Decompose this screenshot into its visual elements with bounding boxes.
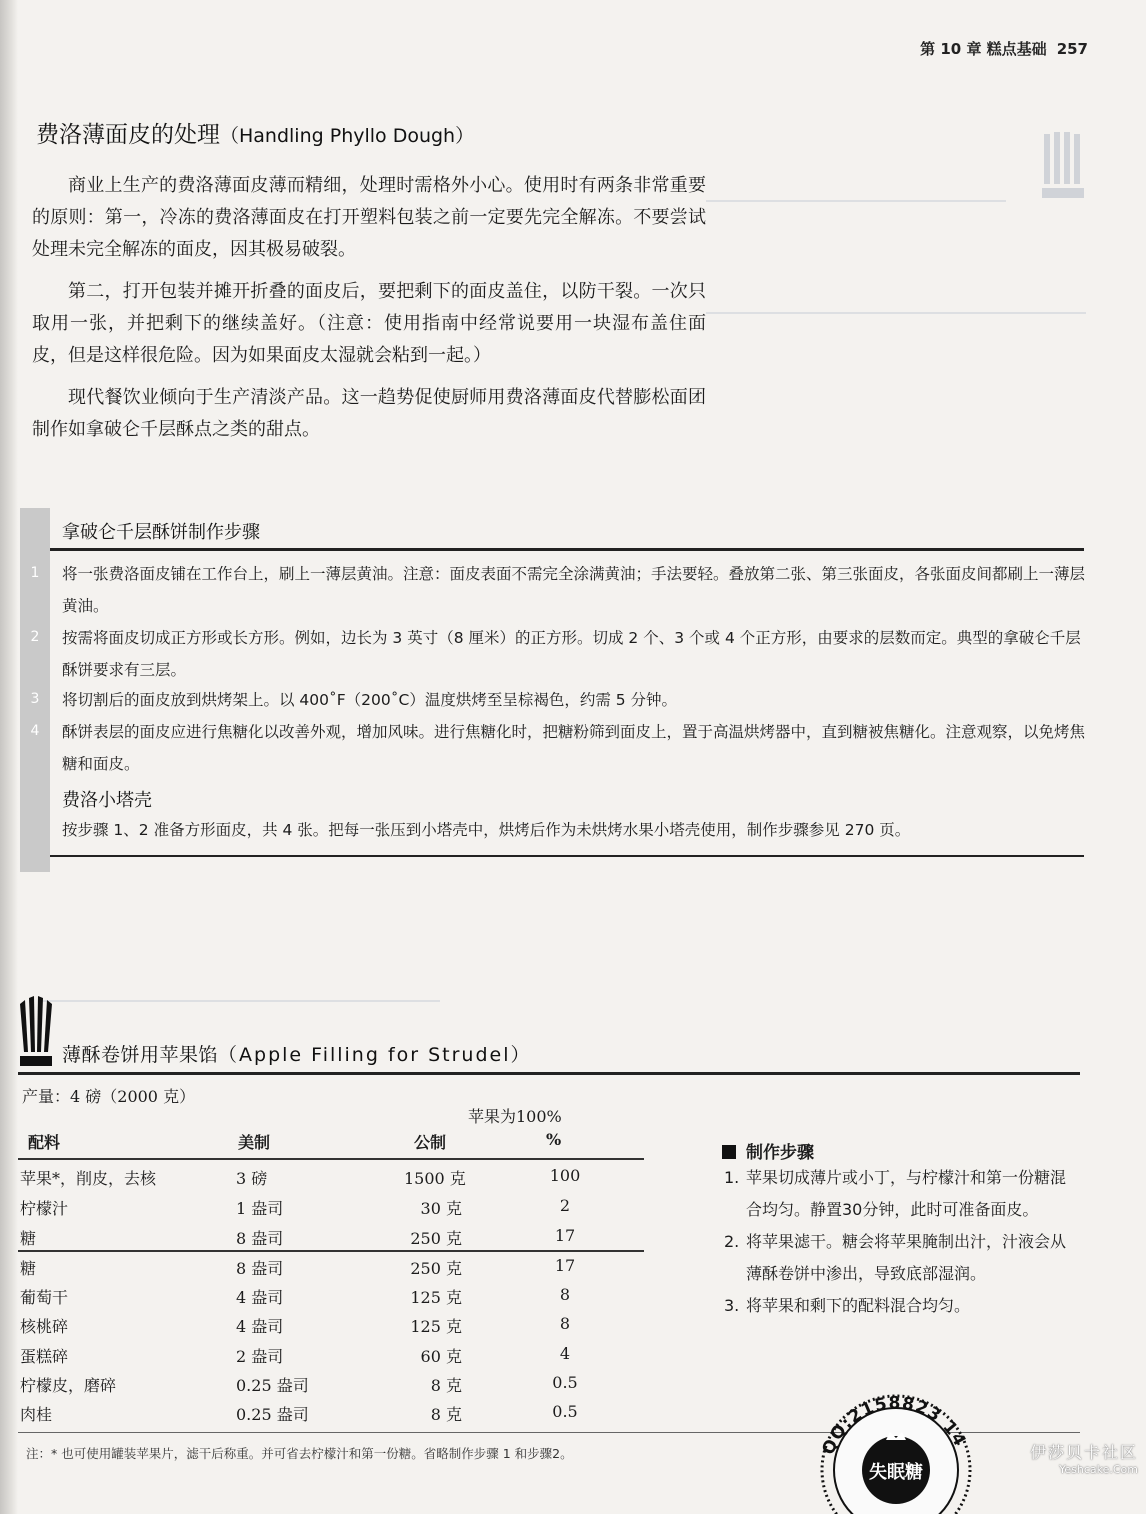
seal-stamp	[786, 1388, 1006, 1514]
ingredient-metric: 250 克	[410, 1259, 462, 1278]
percent-basis-note: 苹果为100%	[468, 1107, 562, 1126]
ingredient-percent: 17	[554, 1256, 576, 1275]
page-number: 257	[1056, 40, 1088, 58]
step-number: 2.	[724, 1232, 740, 1251]
step-number: 3.	[724, 1296, 740, 1315]
procedure-box	[20, 508, 1084, 872]
ghost-rule	[40, 1000, 440, 1002]
ingredient-percent: 8	[559, 1314, 571, 1333]
ingredient-us: 1 盎司	[236, 1199, 284, 1218]
ingredient-name: 葡萄干	[20, 1288, 69, 1307]
table-rule	[18, 1158, 644, 1160]
ingredient-metric: 125 克	[410, 1288, 462, 1307]
ingredient-name: 糖	[20, 1259, 37, 1278]
ingredient-metric: 8 克	[430, 1405, 462, 1424]
section-title	[36, 116, 474, 149]
ingredient-name: 蛋糕碎	[20, 1347, 69, 1366]
ingredient-percent: 8	[559, 1285, 571, 1304]
recipe-title-en: （Apple Filling for Strudel）	[218, 1044, 532, 1066]
ingredient-percent: 4	[559, 1344, 571, 1363]
step-number: 2	[30, 629, 40, 645]
recipe-rule	[18, 1072, 1080, 1075]
column-header-ingredient: 配料	[28, 1133, 61, 1152]
step-text: 苹果切成薄片或小丁，与柠檬汁和第一份糖混合均匀。静置30分钟，此时可准备面皮。	[746, 1168, 1067, 1219]
paragraph: 现代餐饮业倾向于生产清淡产品。这一趋势促使厨师用费洛薄面皮代替膨松面团制作如拿破仑千层酥点之类的甜点。	[32, 387, 706, 440]
procedure-step: 酥饼表层的面皮应进行焦糖化以改善外观，增加风味。进行焦糖化时，把糖粉筛到面皮上，置于高温烘烤器中，直到糖被焦糖化。注意观察，以免烤焦糖和面皮。	[62, 723, 1086, 773]
step-text: 将苹果和剩下的配料混合均匀。	[746, 1296, 971, 1315]
ingredient-name: 柠檬汁	[20, 1199, 69, 1218]
ingredient-us: 4 盎司	[236, 1317, 284, 1336]
step-text: 将苹果滤干。糖会将苹果腌制出汁，汁液会从薄酥卷饼中渗出，导致底部湿润。	[746, 1232, 1067, 1283]
recipe-yield: 产量：4 磅（2000 克）	[22, 1087, 196, 1106]
steps-heading-label: 制作步骤	[746, 1143, 814, 1163]
ingredient-name: 苹果*，削皮，去核	[20, 1169, 157, 1188]
ingredient-percent: 0.5	[552, 1402, 578, 1421]
steps-heading	[722, 1138, 814, 1163]
chapter-label: 第 10 章 糕点基础	[920, 40, 1047, 58]
subsection-title: 费洛小塔壳	[62, 790, 152, 811]
procedure-title: 拿破仑千层酥饼制作步骤	[62, 522, 260, 543]
recipe-title	[62, 1040, 532, 1067]
ingredient-us: 4 盎司	[236, 1288, 284, 1307]
column-header-metric: 公制	[414, 1133, 447, 1152]
section-title-en: （Handling Phyllo Dough）	[220, 125, 475, 147]
step-number: 3	[30, 691, 40, 707]
ingredient-us: 0.25 盎司	[236, 1376, 309, 1395]
paragraph: 商业上生产的费洛薄面皮薄而精细，处理时需格外小心。使用时有两条非常重要的原则：第一，冷冻的费洛薄面皮在打开塑料包装之前一定要先完全解冻。不要尝试处理未完全解冻的面皮，因其极易破裂。	[32, 175, 706, 260]
recipe-title-cn: 薄酥卷饼用苹果馅	[62, 1044, 219, 1066]
ingredient-metric: 250 克	[410, 1229, 462, 1248]
ingredient-metric: 8 克	[430, 1376, 462, 1395]
paragraph: 第二，打开包装并摊开折叠的面皮后，要把剩下的面皮盖住，以防干裂。一次只取用一张，并把剩下的继续盖好。（注意：使用指南中经常说要用一块湿布盖住面皮，但是这样很危险。因为如果面皮太湿就会粘到一起。）	[32, 281, 706, 366]
table-rule	[18, 1250, 644, 1252]
ingredient-name: 核桃碎	[20, 1317, 69, 1336]
step-number: 1	[30, 565, 40, 581]
stamp-ring-text: QQ:2158823 14	[818, 1393, 970, 1458]
column-header-percent: %	[546, 1130, 562, 1149]
ghost-rule	[706, 312, 1086, 314]
recipe-footnote: 注：* 也可使用罐装苹果片，滤干后称重。并可省去柠檬汁和第一份糖。省略制作步骤 1 和步骤2。	[26, 1446, 573, 1461]
ingredient-name: 肉桂	[20, 1405, 53, 1424]
section-body	[32, 170, 706, 456]
ingredient-metric: 1500 克	[404, 1169, 466, 1188]
procedure-step: 将一张费洛面皮铺在工作台上，刷上一薄层黄油。注意：面皮表面不需完全涂满黄油；手法要轻。叠放第二张、第三张面皮，各张面皮间都刷上一薄层黄油。	[62, 565, 1086, 615]
procedure-rule	[50, 548, 1084, 551]
ingredient-percent: 2	[559, 1196, 571, 1215]
running-head	[920, 38, 1088, 59]
ingredient-percent: 0.5	[552, 1373, 578, 1392]
step-number: 4	[30, 723, 40, 739]
ghost-rule	[706, 200, 1006, 202]
ingredient-us: 2 盎司	[236, 1347, 284, 1366]
step-number: 1.	[724, 1168, 740, 1187]
ingredient-us: 3 磅	[236, 1169, 268, 1188]
stamp-center-text: 失眠糖	[869, 1462, 923, 1483]
chef-hat-icon	[16, 996, 56, 1070]
watermark-site-name: 伊莎贝卡社区	[1029, 1443, 1138, 1462]
procedure-sidebar	[20, 508, 50, 872]
ingredient-metric: 30 克	[420, 1199, 462, 1218]
recipe-step	[724, 1162, 1084, 1226]
ingredient-name: 柠檬皮，磨碎	[20, 1376, 117, 1395]
ingredient-us: 0.25 盎司	[236, 1405, 309, 1424]
ingredient-us: 8 盎司	[236, 1259, 284, 1278]
subsection-text: 按步骤 1、2 准备方形面皮，共 4 张。把每一张压到小塔壳中，烘烤后作为未烘烤水果小塔壳使用，制作步骤参见 270 页。	[62, 821, 911, 839]
ingredient-percent: 17	[554, 1226, 576, 1245]
site-watermark	[1030, 1440, 1138, 1476]
ingredient-us: 8 盎司	[236, 1229, 284, 1248]
procedure-step: 将切割后的面皮放到烘烤架上。以 400˚F（200˚C）温度烘烤至呈棕褐色，约需 5 分钟。	[62, 691, 678, 709]
recipe-step	[724, 1290, 1084, 1322]
square-bullet-icon	[722, 1145, 736, 1159]
column-header-us: 美制	[238, 1133, 271, 1152]
watermark-site-url: Yeshcake.Com	[1059, 1463, 1138, 1476]
procedure-step: 按需将面皮切成正方形或长方形。例如，边长为 3 英寸（8 厘米）的正方形。切成 2 个、3 个或 4 个正方形，由要求的层数而定。典型的拿破仑千层酥饼要求有三层。	[62, 629, 1081, 679]
procedure-rule-bottom	[50, 855, 1084, 857]
ingredient-percent: 100	[549, 1166, 581, 1185]
page-edge-shadow	[0, 0, 18, 1514]
chef-hat-icon	[1040, 132, 1086, 202]
recipe-step	[724, 1226, 1084, 1290]
ingredient-metric: 60 克	[420, 1347, 462, 1366]
ingredient-name: 糖	[20, 1229, 37, 1248]
ingredient-metric: 125 克	[410, 1317, 462, 1336]
section-title-cn: 费洛薄面皮的处理	[36, 122, 220, 148]
